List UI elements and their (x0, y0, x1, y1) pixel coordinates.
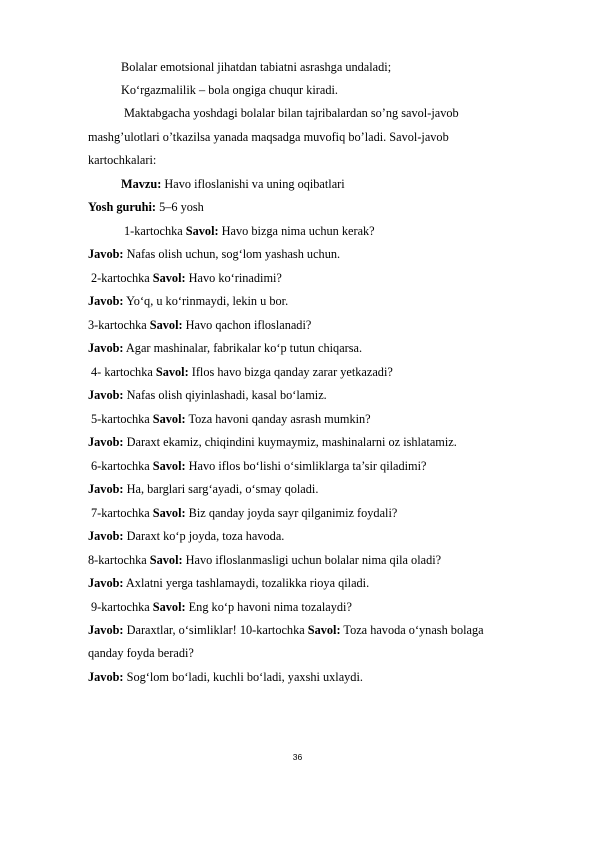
question-line (124, 223, 375, 239)
answer-line (88, 434, 457, 450)
answer-label: Javob: (88, 670, 124, 684)
card-label: 5-kartochka (91, 412, 153, 426)
answer-line (88, 340, 362, 356)
question-line (91, 364, 393, 380)
paragraph-line: Ko‘rgazmalilik – bola ongiga chuqur kiradi. (121, 83, 338, 97)
question-line (91, 411, 371, 427)
question-label: Savol: (152, 459, 186, 473)
topic-label: Mavzu: (121, 177, 162, 191)
answer-label: Javob: (88, 529, 124, 543)
card-label: 9-kartochka (91, 600, 153, 614)
question-label: Savol: (307, 623, 341, 637)
answer-label: Javob: (88, 247, 124, 261)
answer-text: Daraxt ekamiz, chiqindini kuymaymiz, mashinalarni oz ishlatamiz. (123, 435, 457, 449)
question-text: Havo ko‘rinadimi? (185, 271, 282, 285)
answer-line (88, 669, 363, 685)
question-text: Toza havoni qanday asrash mumkin? (185, 412, 371, 426)
question-line (91, 458, 427, 474)
question-text: Havo qachon ifloslanadi? (182, 318, 312, 332)
question-line (88, 317, 311, 333)
question-label: Savol: (152, 412, 186, 426)
question-text: Toza havoda o‘ynash bolaga (340, 623, 484, 637)
answer-line (88, 387, 327, 403)
answer-text: Daraxtlar, o‘simliklar! 10-kartochka (123, 623, 308, 637)
answer-text: Sog‘lom bo‘ladi, kuchli bo‘ladi, yaxshi uxlaydi. (123, 670, 363, 684)
answer-line (88, 622, 484, 638)
answer-label: Javob: (88, 482, 124, 496)
answer-text: Nafas olish uchun, sog‘lom yashash uchun. (123, 247, 341, 261)
answer-text: Ha, barglari sarg‘ayadi, o‘smay qoladi. (123, 482, 319, 496)
question-label: Savol: (152, 506, 186, 520)
answer-line (88, 293, 288, 309)
question-label: Savol: (149, 553, 183, 567)
question-text: Eng ko‘p havoni nima tozalaydi? (185, 600, 352, 614)
answer-text: Axlatni yerga tashlamaydi, tozalikka rioya qiladi. (123, 576, 370, 590)
question-line (91, 505, 397, 521)
question-text: Havo iflos bo‘lishi o‘simliklarga ta’sir qiladimi? (185, 459, 427, 473)
question-line (88, 552, 441, 568)
topic-line (121, 176, 345, 192)
question-line (91, 599, 352, 615)
answer-line (88, 575, 369, 591)
answer-text: Daraxt ko‘p joyda, toza havoda. (123, 529, 285, 543)
answer-label: Javob: (88, 388, 124, 402)
answer-line (88, 528, 284, 544)
card-label: 2-kartochka (91, 271, 153, 285)
question-label: Savol: (149, 318, 183, 332)
topic-text: Havo ifloslanishi va uning oqibatlari (161, 177, 345, 191)
answer-label: Javob: (88, 576, 124, 590)
question-label: Savol: (152, 600, 186, 614)
answer-text: Nafas olish qiyinlashadi, kasal bo‘lamiz. (123, 388, 327, 402)
card-label: 1-kartochka (124, 224, 186, 238)
answer-label: Javob: (88, 341, 124, 355)
question-label: Savol: (152, 271, 186, 285)
question-text: Havo bizga nima uchun kerak? (218, 224, 375, 238)
answer-text: Agar mashinalar, fabrikalar ko‘p tutun chiqarsa. (123, 341, 363, 355)
answer-text: Yo‘q, u ko‘rinmaydi, lekin u bor. (123, 294, 289, 308)
question-line (91, 270, 282, 286)
age-group-text: 5–6 yosh (156, 200, 204, 214)
paragraph-line: Bolalar emotsional jihatdan tabiatni asrashga undaladi; (121, 60, 392, 74)
page-number: 36 (292, 752, 303, 762)
answer-label: Javob: (88, 435, 124, 449)
paragraph-line: mashg’ulotlari o’tkazilsa yanada maqsadga muvofiq bo’ladi. Savol-javob (88, 130, 449, 144)
card-label: 7-kartochka (91, 506, 153, 520)
question-text: Iflos havo bizga qanday zarar yetkazadi? (188, 365, 393, 379)
card-label: 3-kartochka (88, 318, 150, 332)
question-label: Savol: (155, 365, 189, 379)
question-text: Biz qanday joyda sayr qilganimiz foydali? (185, 506, 398, 520)
age-group-label: Yosh guruhi: (88, 200, 156, 214)
question-label: Savol: (185, 224, 219, 238)
paragraph-line: kartochkalari: (88, 153, 157, 167)
answer-label: Javob: (88, 623, 124, 637)
paragraph-line: Maktabgacha yoshdagi bolalar bilan tajribalardan so’ng savol-javob (124, 106, 459, 120)
question-continuation: qanday foyda beradi? (88, 646, 194, 660)
card-label: 6-kartochka (91, 459, 153, 473)
question-text: Havo ifloslanmasligi uchun bolalar nima qila oladi? (182, 553, 442, 567)
age-group-line (88, 199, 204, 215)
card-label: 4- kartochka (91, 365, 156, 379)
card-label: 8-kartochka (88, 553, 150, 567)
answer-line (88, 481, 318, 497)
answer-label: Javob: (88, 294, 124, 308)
answer-line (88, 246, 340, 262)
